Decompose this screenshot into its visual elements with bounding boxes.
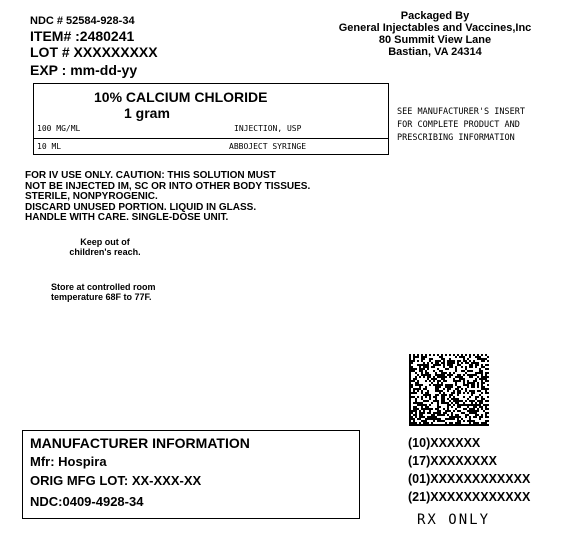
caution-line: DISCARD UNUSED PORTION. LIQUID IN GLASS. <box>25 201 257 213</box>
storage-instructions <box>51 282 156 302</box>
caution-line: NOT BE INJECTED IM, SC OR INTO OTHER BODY TISSUES. <box>25 180 311 192</box>
code-01: (01)XXXXXXXXXXXX <box>408 472 531 486</box>
caution-text <box>25 171 310 224</box>
storage-line: temperature 68F to 77F. <box>51 292 152 302</box>
caution-line: FOR IV USE ONLY. CAUTION: THIS SOLUTION MUST <box>25 170 276 181</box>
lot-number: LOT # XXXXXXXXX <box>30 44 158 60</box>
caution-line: HANDLE WITH CARE. SINGLE-DOSE UNIT. <box>25 212 229 223</box>
insert-line: FOR COMPLETE PRODUCT AND <box>397 120 520 130</box>
product-name: 10% CALCIUM CHLORIDE <box>94 89 268 105</box>
manufacturer-title: MANUFACTURER INFORMATION <box>30 435 250 451</box>
product-device: ABBOJECT SYRINGE <box>229 142 307 151</box>
manufacturer-name: Mfr: Hospira <box>30 454 107 469</box>
barcode-codes <box>408 434 530 506</box>
expiration-date: EXP : mm-dd-yy <box>30 62 138 78</box>
insert-line: SEE MANUFACTURER'S INSERT <box>397 107 525 117</box>
code-21: (21)XXXXXXXXXXXX <box>408 490 531 504</box>
manufacturer-lot: ORIG MFG LOT: XX-XXX-XX <box>30 473 202 488</box>
product-divider <box>34 138 388 139</box>
manufacturer-ndc: NDC:0409-4928-34 <box>30 494 144 509</box>
packager-street: 80 Summit View Lane <box>378 34 492 46</box>
product-box <box>33 83 389 155</box>
insert-note <box>397 106 525 145</box>
packager-line: Packaged By <box>400 10 470 22</box>
packager-city: Bastian, VA 24314 <box>388 46 482 58</box>
code-10: (10)XXXXXX <box>408 436 481 450</box>
manufacturer-box <box>22 430 360 519</box>
product-concentration: 100 MG/ML <box>37 124 81 133</box>
datamatrix-barcode <box>409 354 489 426</box>
keep-line: Keep out of <box>80 237 130 247</box>
insert-line: PRESCRIBING INFORMATION <box>397 133 515 143</box>
product-amount: 1 gram <box>124 105 170 121</box>
rx-only-label: RX ONLY <box>417 512 491 528</box>
packager-info <box>330 10 540 58</box>
packager-company: General Injectables and Vaccines,Inc <box>338 22 532 34</box>
product-form: INJECTION, USP <box>234 124 302 133</box>
code-17: (17)XXXXXXXX <box>408 454 497 468</box>
product-volume: 10 ML <box>37 142 62 151</box>
caution-line: STERILE, NONPYROGENIC. <box>25 191 158 202</box>
item-number: ITEM# :2480241 <box>30 28 135 44</box>
keep-out-of-reach <box>55 237 155 257</box>
storage-line: Store at controlled room <box>51 282 156 292</box>
ndc-number: NDC # 52584-928-34 <box>30 15 135 27</box>
keep-line: children's reach. <box>69 247 141 257</box>
